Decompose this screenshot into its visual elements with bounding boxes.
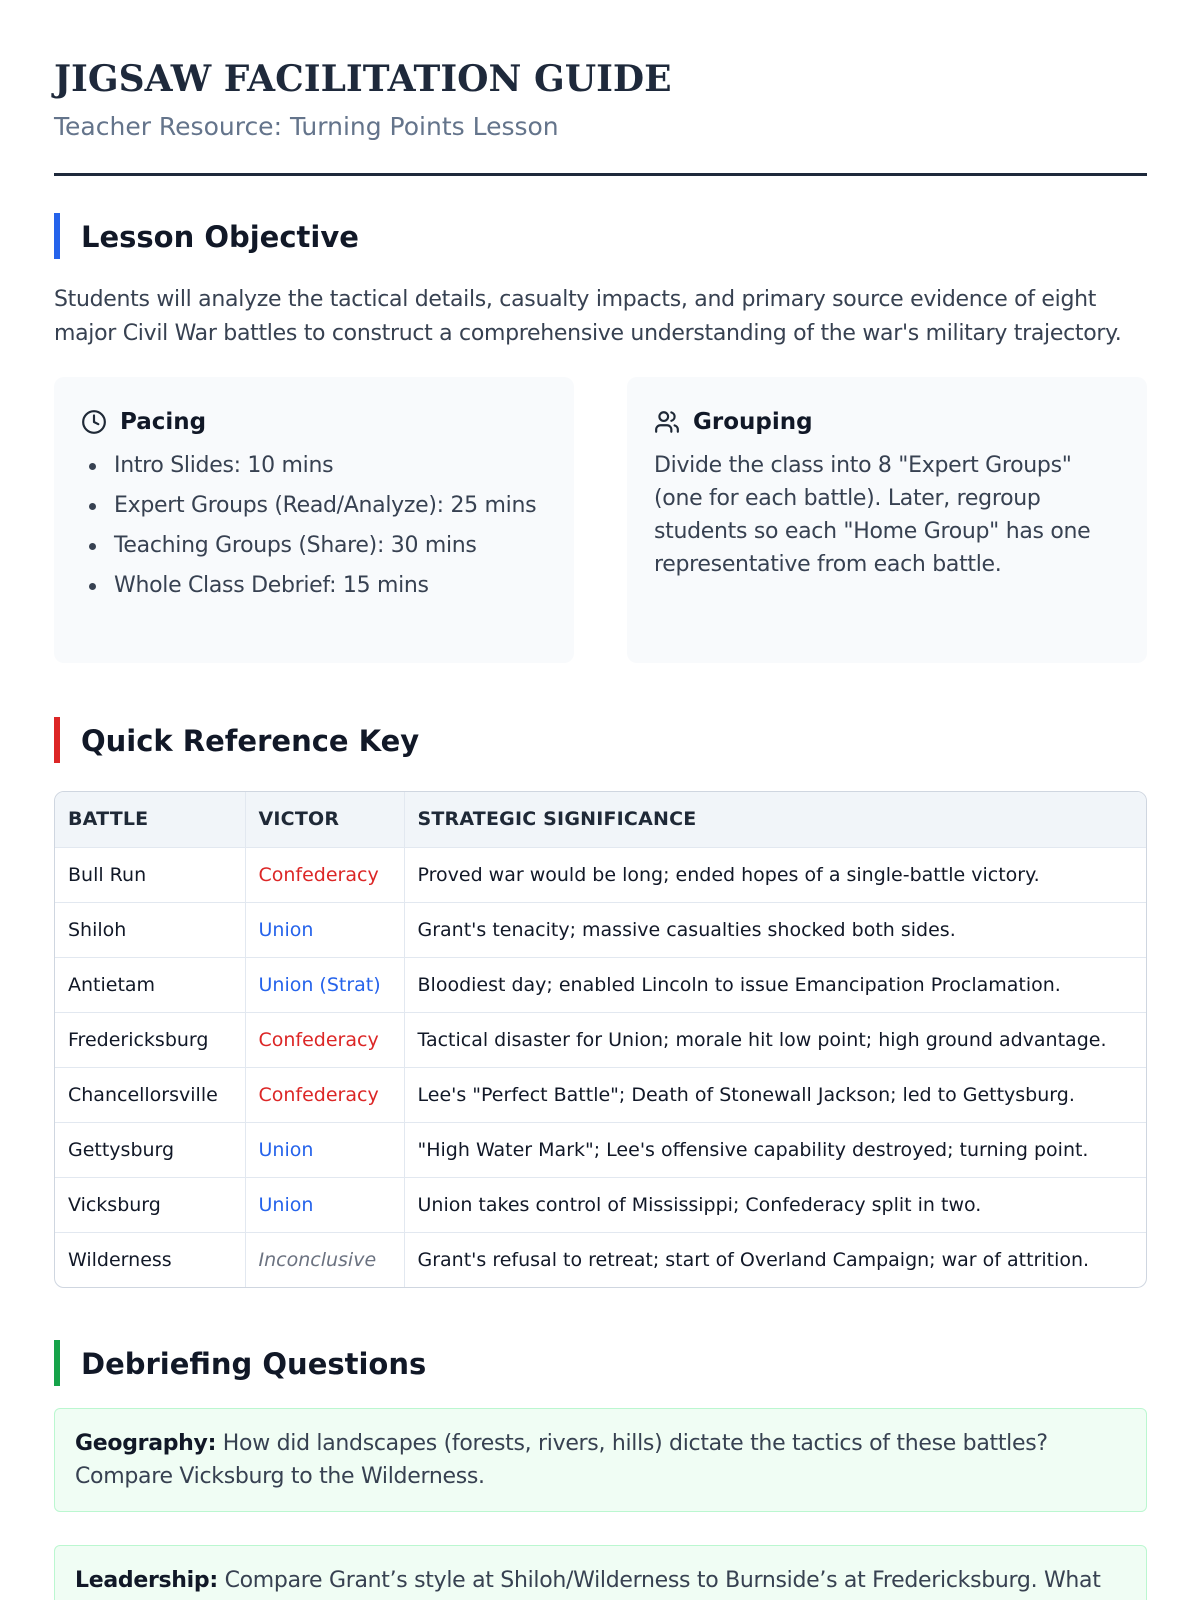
pacing-item [87, 489, 547, 522]
objective-text: Students will analyze the tactical details, casualty impacts, and primary source evidence of eight major Civil War battles to construct a comprehensive understanding of the war's military trajectory. [54, 287, 1122, 346]
table-row [55, 1232, 1146, 1287]
section-accent-bar [54, 717, 60, 763]
section-accent-bar [54, 213, 60, 259]
table-row [55, 957, 1146, 1012]
significance-cell: Tactical disaster for Union; morale hit low point; high ground advantage. [404, 1012, 1146, 1067]
pacing-item-text: Teaching Groups (Share): 30 mins [114, 533, 477, 558]
table-row [55, 1067, 1146, 1122]
question-label: Geography: [75, 1431, 217, 1456]
question-text: How did landscapes (forests, rivers, hills) dictate the tactics of these battles? Compare Vicksburg to the Wilderness. [75, 1431, 1048, 1489]
bullet [89, 463, 96, 470]
pacing-heading: Pacing [120, 409, 207, 435]
battle-cell: Fredericksburg [55, 1012, 245, 1067]
table-row [55, 1177, 1146, 1232]
significance-cell: Lee's "Perfect Battle"; Death of Stonewall Jackson; led to Gettysburg. [404, 1067, 1146, 1122]
battle-cell: Bull Run [55, 847, 245, 902]
section-title: Debriefing Questions [81, 1347, 427, 1381]
table-body [55, 847, 1146, 1287]
table-row [55, 1122, 1146, 1177]
significance-cell: Union takes control of Mississippi; Confederacy split in two. [404, 1177, 1146, 1232]
reference-table [54, 791, 1147, 1288]
significance-cell: Grant's tenacity; massive casualties shocked both sides. [404, 902, 1146, 957]
significance-cell: "High Water Mark"; Lee's offensive capability destroyed; turning point. [404, 1122, 1146, 1177]
pacing-item [87, 569, 547, 602]
debrief-question [54, 1545, 1147, 1600]
victor-cell: Confederacy [245, 1012, 404, 1067]
question-label: Leadership: [75, 1568, 218, 1593]
grouping-card [627, 377, 1147, 663]
pacing-item-text: Expert Groups (Read/Analyze): 25 mins [114, 493, 537, 518]
pacing-item [87, 449, 547, 482]
bullet [89, 543, 96, 550]
table-row [55, 902, 1146, 957]
pacing-card [54, 377, 574, 663]
document-subtitle: Teacher Resource: Turning Points Lesson [54, 112, 559, 141]
battle-cell: Gettysburg [55, 1122, 245, 1177]
victor-cell: Inconclusive [245, 1232, 404, 1287]
battle-cell: Antietam [55, 957, 245, 1012]
table-header-row [55, 792, 1146, 847]
clock-icon [81, 409, 107, 435]
users-icon [654, 409, 680, 435]
bullet [89, 583, 96, 590]
column-header-victor: VICTOR [245, 792, 404, 847]
pacing-item-text: Whole Class Debrief: 15 mins [114, 573, 429, 598]
column-header-battle: BATTLE [55, 792, 245, 847]
pacing-list [87, 449, 547, 609]
section-heading-debrief [54, 1340, 654, 1386]
battle-cell: Chancellorsville [55, 1067, 245, 1122]
victor-cell: Union [245, 1177, 404, 1232]
table-row [55, 1012, 1146, 1067]
significance-cell: Proved war would be long; ended hopes of a single-battle victory. [404, 847, 1146, 902]
significance-cell: Grant's refusal to retreat; start of Overland Campaign; war of attrition. [417, 1248, 1090, 1271]
header-divider [54, 173, 1147, 176]
victor-cell: Union [245, 902, 404, 957]
victor-cell: Confederacy [245, 1067, 404, 1122]
victor-cell: Union (Strat) [245, 957, 404, 1012]
section-heading-objective [54, 213, 654, 259]
table-row [55, 847, 1146, 902]
victor-cell: Confederacy [245, 847, 404, 902]
grouping-text: Divide the class into 8 "Expert Groups" (one for each battle). Later, regroup students so each "Home Group" has one representative from each battle. [654, 453, 1091, 577]
battle-cell: Vicksburg [55, 1177, 245, 1232]
section-heading-reference [54, 717, 654, 763]
column-header-significance: STRATEGIC SIGNIFICANCE [404, 792, 1146, 847]
victor-cell: Union [245, 1122, 404, 1177]
section-title: Lesson Objective [81, 220, 359, 254]
battle-cell: Wilderness [55, 1232, 245, 1287]
section-accent-bar [54, 1340, 60, 1386]
significance-cell: Bloodiest day; enabled Lincoln to issue Emancipation Proclamation. [404, 957, 1146, 1012]
battle-cell: Shiloh [55, 902, 245, 957]
question-text: Compare Grant’s style at Shiloh/Wilderness to Burnside’s at Fredericksburg. What [224, 1568, 1101, 1593]
debrief-question [54, 1408, 1147, 1512]
bullet [89, 503, 96, 510]
section-title: Quick Reference Key [81, 724, 420, 758]
document-title: JIGSAW FACILITATION GUIDE [54, 58, 672, 100]
grouping-heading: Grouping [693, 409, 813, 435]
pacing-item [87, 529, 547, 562]
pacing-item-text: Intro Slides: 10 mins [114, 453, 334, 478]
